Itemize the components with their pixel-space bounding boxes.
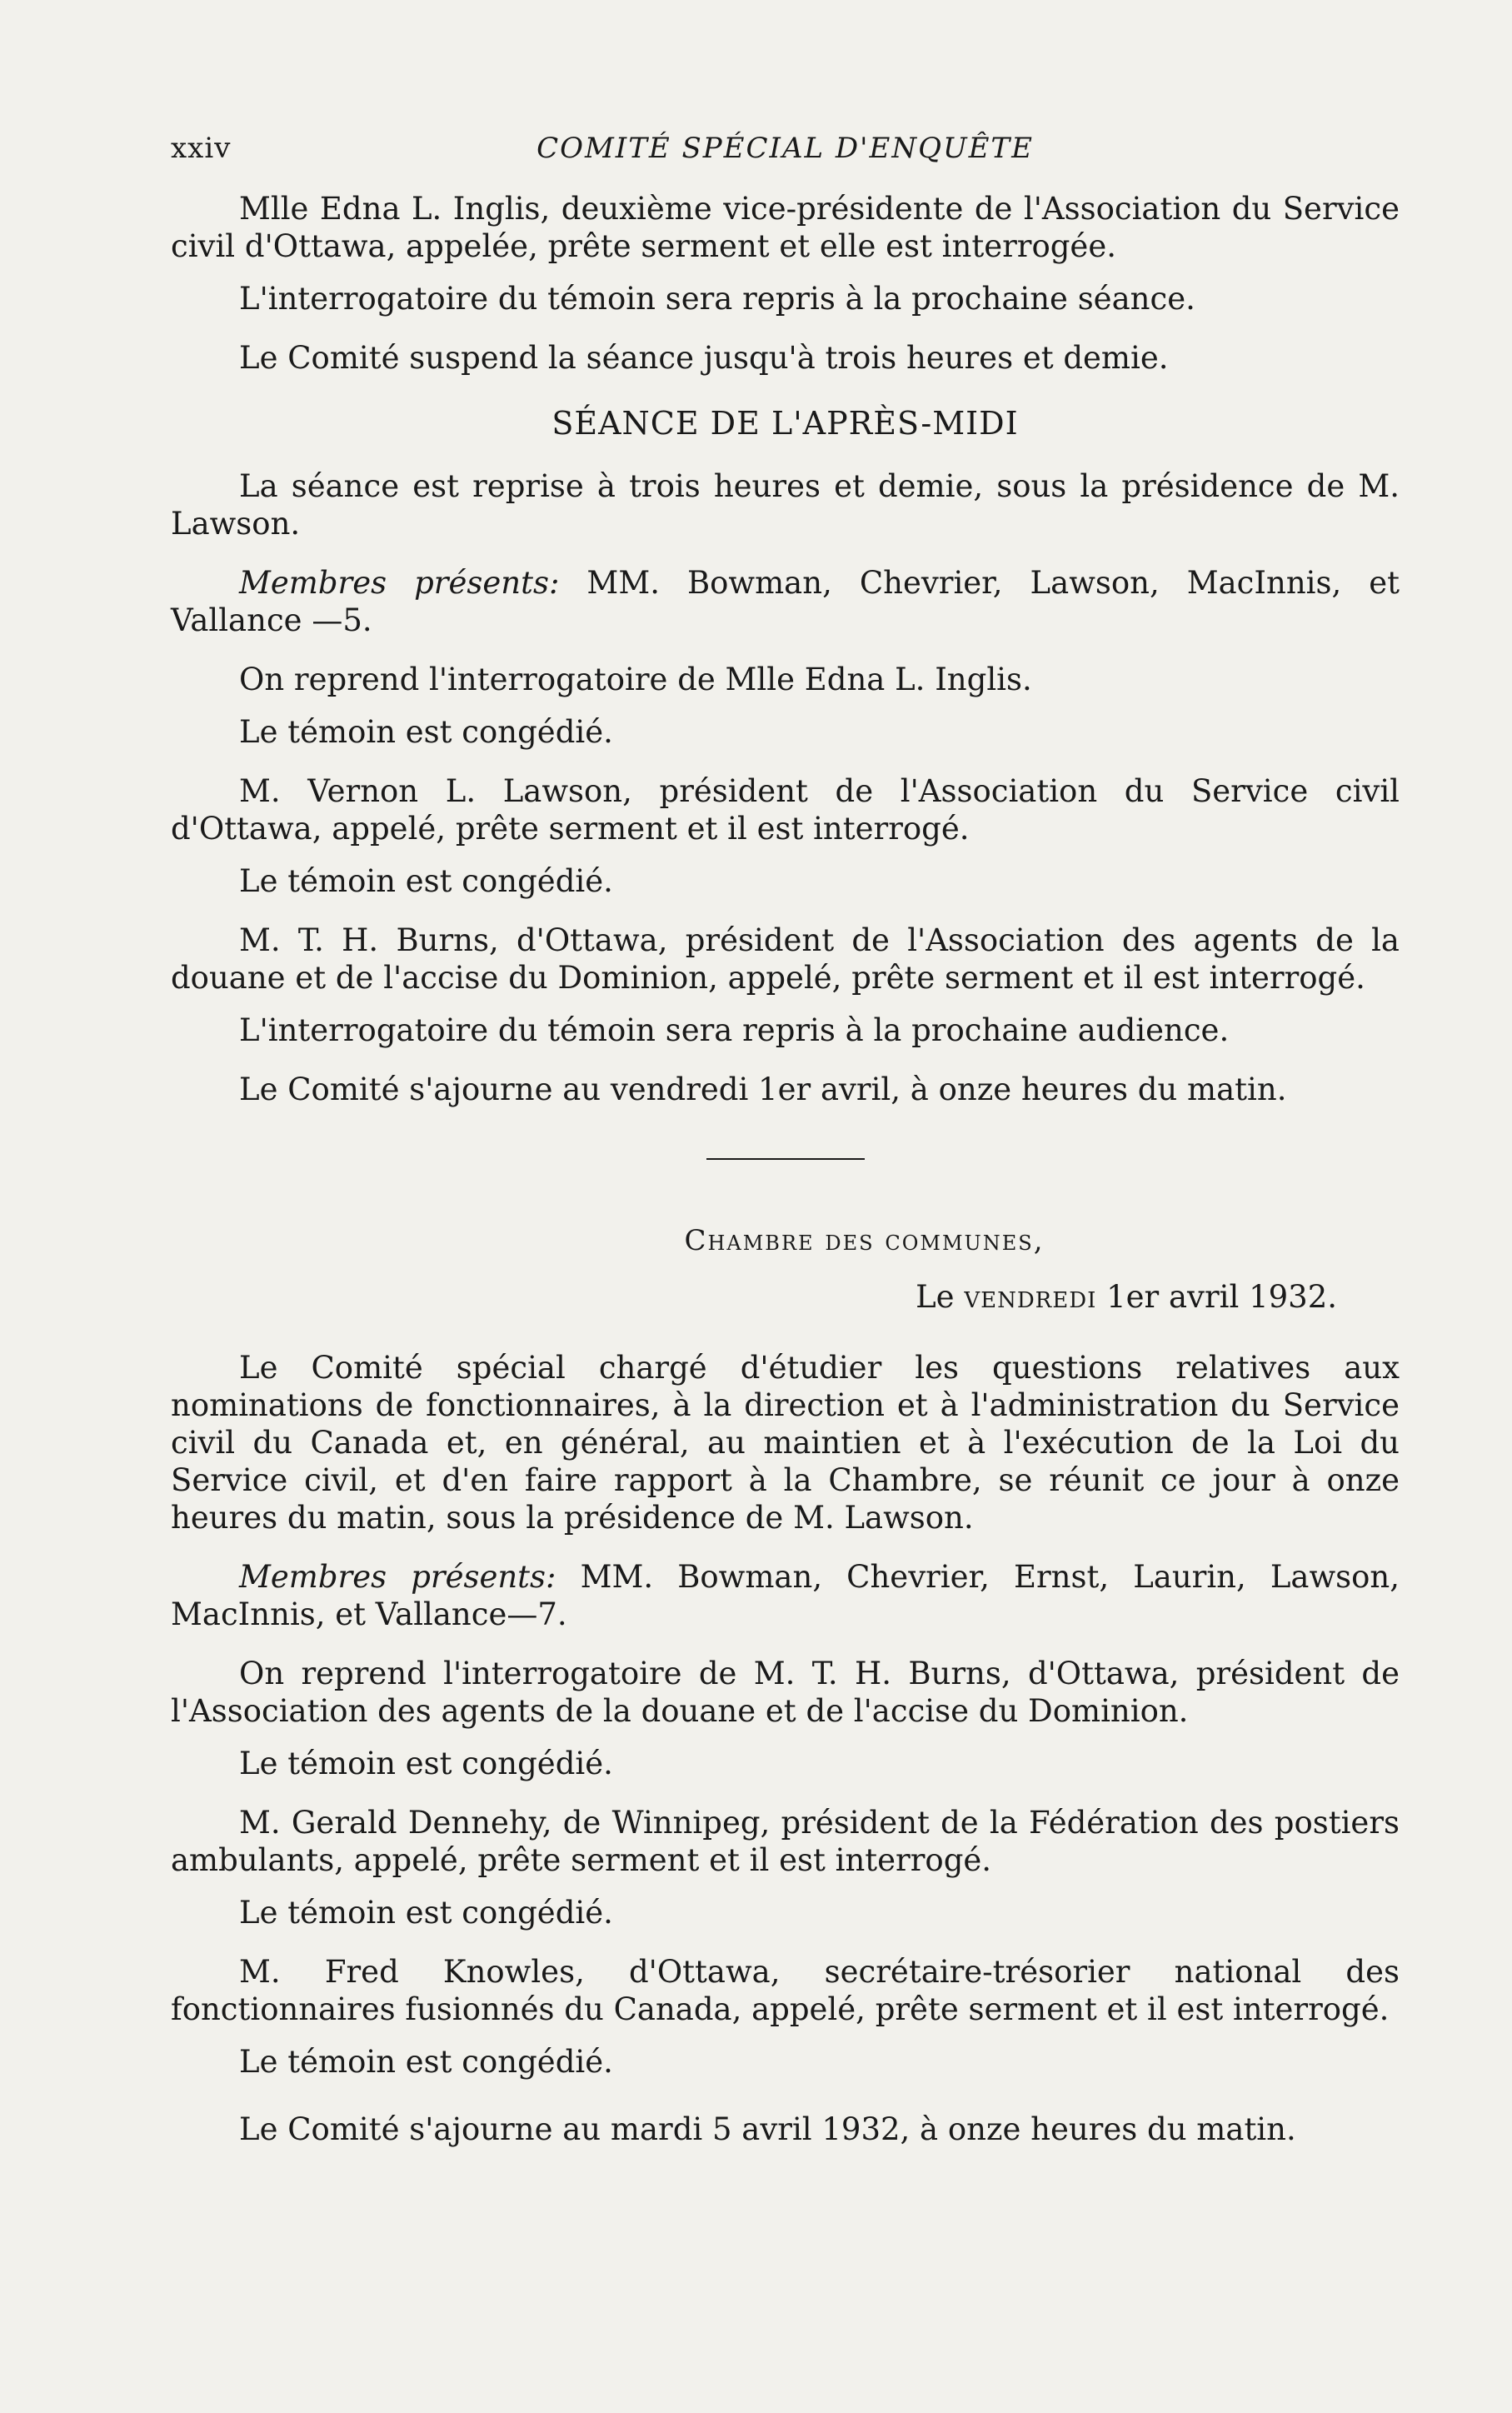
paragraph-committee-adjourns: Le Comité s'ajourne au vendredi 1er avril, à onze heures du matin. — [239, 1072, 1287, 1107]
paragraph-examination-resumed-next: L'interrogatoire du témoin sera repris à la prochaine séance. — [239, 281, 1195, 317]
dateline-day: vendredi — [964, 1279, 1097, 1315]
paragraph-committee-suspends: Le Comité suspend la séance jusqu'à trois heures et demie. — [239, 340, 1169, 376]
members-present-list: MM. Bowman, Chevrier, Lawson, MacInnis, et Vallance —5. — [171, 565, 1400, 638]
paragraph-witness-discharged: Le témoin est congédié. — [239, 2044, 613, 2080]
sitting-dateline — [171, 1278, 1400, 1316]
paragraph-sitting-resumed: La séance est reprise à trois heures et demie, sous la présidence de M. Lawson. — [171, 468, 1400, 542]
dateline-date: 1er avril 1932. — [1096, 1279, 1337, 1315]
paragraph-burns-sworn: M. T. H. Burns, d'Ottawa, président de l'Association des agents de la douane et de l'accise du Dominion, appelé, prête serment et il est interrogé. — [171, 922, 1400, 996]
section-heading-afternoon: SÉANCE DE L'APRÈS-MIDI — [551, 405, 1019, 442]
paragraph-witness-discharged: Le témoin est congédié. — [239, 863, 613, 899]
members-present-label: Membres présents: — [239, 565, 560, 601]
paragraph-inglis-examination: On reprend l'interrogatoire de Mlle Edna L. Inglis. — [239, 662, 1032, 697]
members-present-label: Membres présents: — [239, 1559, 556, 1595]
house-of-commons-heading: Chambre des communes, — [684, 1224, 1045, 1257]
members-present-list: MM. Bowman, Chevrier, Ernst, Laurin, Lawson, MacInnis, et Vallance—7. — [171, 1559, 1400, 1632]
paragraph-witness-discharged: Le témoin est congédié. — [239, 714, 613, 750]
paragraph-witness-discharged: Le témoin est congédié. — [239, 1746, 613, 1781]
section-divider-rule — [706, 1158, 865, 1160]
paragraph-inglis-sworn: Mlle Edna L. Inglis, deuxième vice-présidente de l'Association du Service civil d'Ottawa, appelée, prête serment et elle est interrogée. — [171, 191, 1400, 264]
paragraph-members-present-2 — [171, 1558, 1400, 1633]
running-title: COMITÉ SPÉCIAL D'ENQUÊTE — [536, 132, 1034, 165]
paragraph-knowles-sworn: M. Fred Knowles, d'Ottawa, secrétaire-trésorier national des fonctionnaires fusionnés du Canada, appelé, prête serment et il est interrogé. — [171, 1954, 1400, 2027]
paragraph-dennehy-sworn: M. Gerald Dennehy, de Winnipeg, président de la Fédération des postiers ambulants, appelé, prête serment et il est interrogé. — [171, 1805, 1400, 1878]
paragraph-examination-resumed-next: L'interrogatoire du témoin sera repris à la prochaine audience. — [239, 1012, 1230, 1048]
paragraph-burns-examination: On reprend l'interrogatoire de M. T. H. Burns, d'Ottawa, président de l'Association des agents de la douane et de l'accise du Dominion. — [171, 1656, 1400, 1729]
document-page — [171, 125, 1400, 2148]
paragraph-committee-adjourns: Le Comité s'ajourne au mardi 5 avril 1932, à onze heures du matin. — [239, 2111, 1296, 2147]
dateline-prefix: Le — [916, 1279, 965, 1315]
page-number: xxiv — [171, 132, 232, 165]
paragraph-witness-discharged: Le témoin est congédié. — [239, 1895, 613, 1931]
running-head — [171, 125, 1400, 175]
paragraph-committee-meets: Le Comité spécial chargé d'étudier les questions relatives aux nominations de fonctionnaires, à la direction et à l'administration du Service civil du Canada et, en général, au maintien et à l'exécution de la Loi du Service civil, et d'en faire rapport à la Chambre, se réunit ce jour à onze heures du matin, sous la présidence de M. Lawson. — [171, 1350, 1400, 1536]
paragraph-lawson-sworn: M. Vernon L. Lawson, président de l'Association du Service civil d'Ottawa, appelé, prête serment et il est interrogé. — [171, 773, 1400, 847]
paragraph-members-present-1 — [171, 564, 1400, 639]
